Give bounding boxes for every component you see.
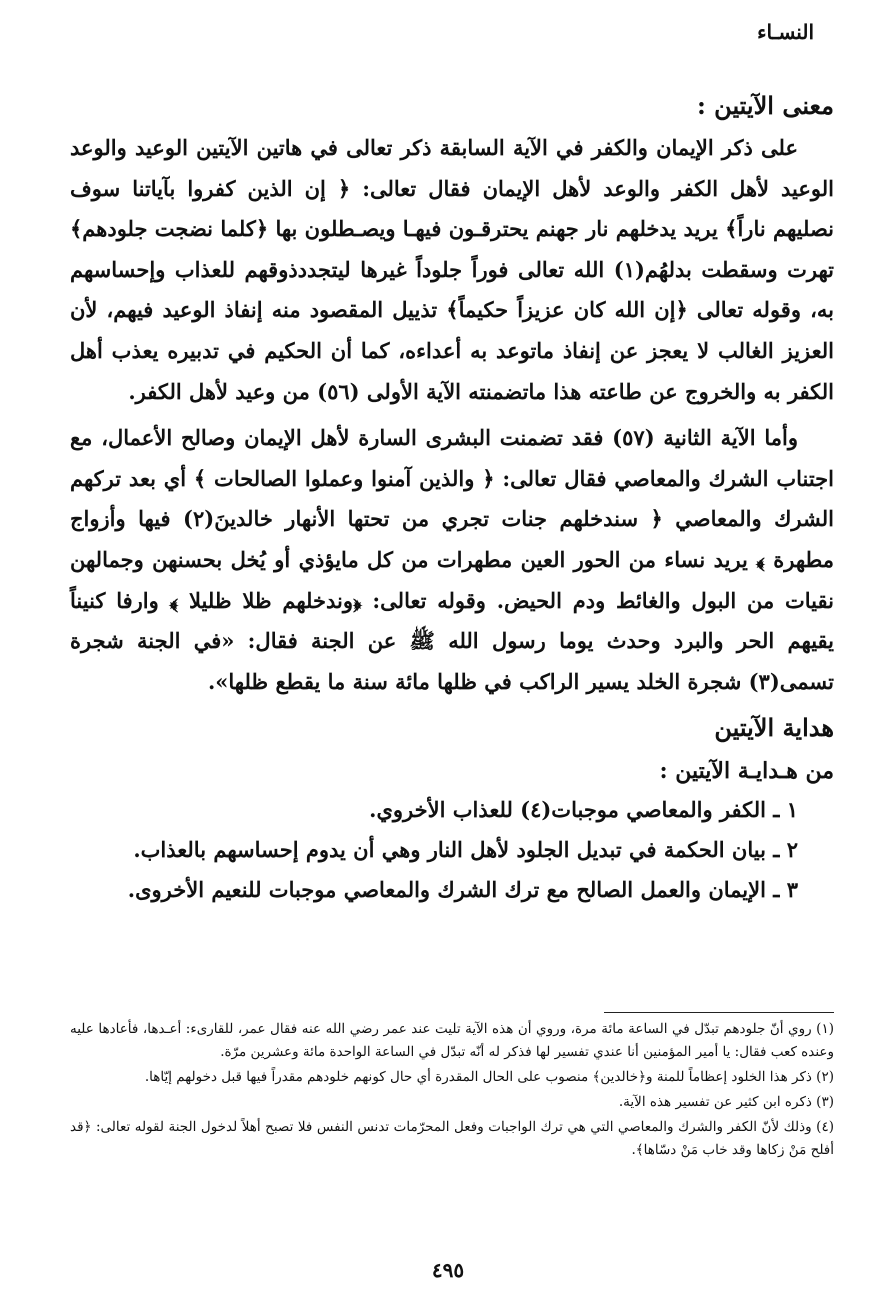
page-number: ٤٩٥ <box>431 1258 465 1282</box>
footnote-2: (٢) ذكر هذا الخلود إعظاماً للمنة و﴿خالدين﴾ منصوب على الحال المقدرة أي حال كونهم خلودهم مقدراً فيها قبل دخولهم إيّاها. <box>144 1069 834 1085</box>
main-content <box>70 86 834 910</box>
footnotes-divider <box>604 1012 834 1013</box>
guidance-item-1: ١ ـ الكفر والمعاصي موجبات(٤) للعذاب الأخروي. <box>369 797 798 823</box>
section-heading-meaning: معنى الآيتين : <box>696 91 834 120</box>
running-header: النسـاء <box>757 20 814 44</box>
guidance-item-3: ٣ ـ الإيمان والعمل الصالح مع ترك الشرك والمعاصي موجبات للنعيم الأخروى. <box>127 877 798 903</box>
guidance-item-2: ٢ ـ بيان الحكمة في تبديل الجلود لأهل النار وهي أن يدوم إحساسهم بالعذاب. <box>133 837 798 863</box>
commentary-paragraph-1: على ذكر الإيمان والكفر في الآية السابقة ذكر تعالى في هاتين الآيتين الوعيد والوعد الوعيد لأهل الكفر والوعد لأهل الإيمان فقال تعالى: ﴿ إن الذين كفروا بآياتنا سوف نصليهم ناراً﴾ يريد يدخلهم نار جهنم يحترقـون فيهـا ويصـطلون بها ﴿كلما نضجت جلودهم﴾ تهرت وسقطت بدلهُم(١) الله تعالى فوراً جلوداً غيرها ليتجددذوقهم للعذاب وإحساسهم به، وقوله تعالى ﴿إن الله كان عزيزاً حكيماً﴾ تذييل المقصود منه إنفاذ الوعيد فيهم، لأن العزيز الغالب لا يعجز عن إنفاذ ماتوعد به أعداءه، كما أن الحكيم في تدبيره يعذب أهل الكفر به والخروج عن طاعته هذا ماتضمنته الآية الأولى (٥٦) من وعيد لأهل الكفر. <box>70 135 834 404</box>
section-heading-guidance: هداية الآيتين <box>714 713 834 743</box>
commentary-paragraph-2: وأما الآية الثانية (٥٧) فقد تضمنت البشرى السارة لأهل الإيمان وصالح الأعمال، مع اجتناب الشرك والمعاصي فقال تعالى: ﴿ والذين آمنوا وعملوا الصالحات ﴾ أي بعد تركهم الشرك والمعاصي ﴿ سندخلهم جنات تجري من تحتها الأنهار خالدينَ(٢) فيها وأزواج مطهرة ﴾ يريد نساء من الحور العين مطهرات من كل مايؤذي أو يُخل بحسنهن وجمالهن نقيات من البول والغائط ودم الحيض. وقوله تعالى: ﴿وندخلهم ظلا ظليلا ﴾ وارفا كنيناً يقيهم الحر والبرد وحدث يوما رسول الله ﷺ عن الجنة فقال: «في الجنة شجرة تسمى(٣) شجرة الخلد يسير الراكب في ظلها مائة سنة ما يقطع ظلها». <box>70 425 834 694</box>
footnote-1: (١) روي أنّ جلودهم تبدّل في الساعة مائة مرة، وروي أن هذه الآية تليت عند عمر رضي الله عنه فقال عمر، للقارىء: أعـدها، فأعادها عليه وعنده كعب فقال: يا أمير المؤمنين أنا عندي تفسير لها فذكر له أنّه تبدّل في الساعة الواحدة مائة وعشرين مرّة. <box>70 1021 834 1060</box>
footnote-3: (٣) ذكره ابن كثير عن تفسير هذه الآية. <box>618 1094 834 1110</box>
footnote-4: (٤) وذلك لأنّ الكفر والشرك والمعاصي التي هي ترك الواجبات وفعل المحرّمات تدنس النفس فلا تصبح أهلاً لدخول الجنة لقوله تعالى: ﴿قد أفلح مَنْ زكاها وقد خاب مَنْ دسّاها﴾. <box>70 1119 834 1158</box>
footnotes <box>70 1018 834 1164</box>
guidance-subheading: من هـدايـة الآيتين : <box>659 758 834 785</box>
